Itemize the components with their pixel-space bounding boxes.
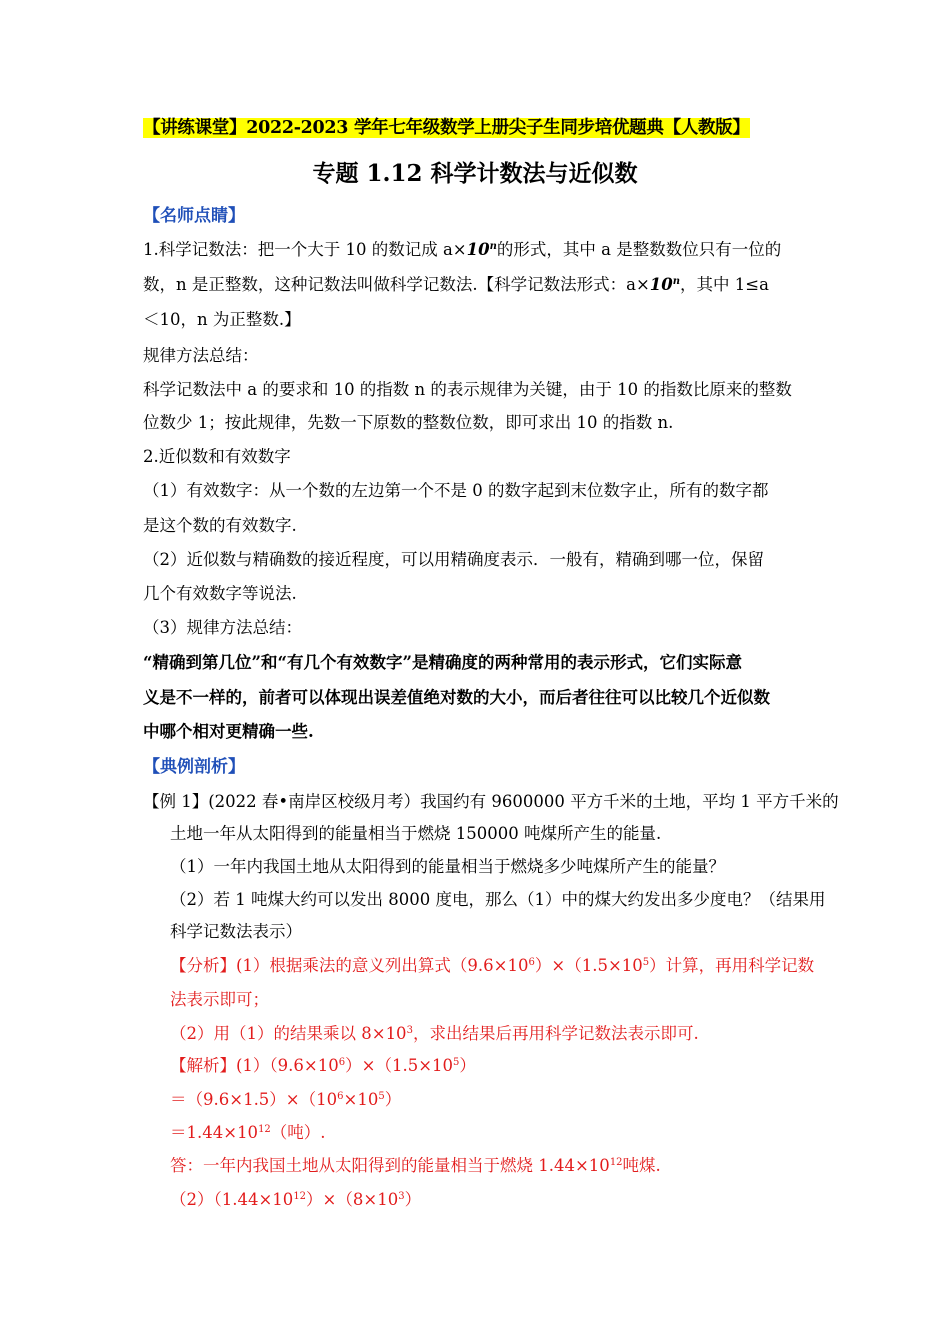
solution-line-1: 【解析】$(1)(9.6\times 10^6)\times(1.5\times 10^5)$ <box>170 1056 476 1075</box>
solution-line-5: $(2)(1.44\times 10^{12})\times(8\times 10^3)$ <box>170 1190 422 1209</box>
solution-line-3: $=1.44\times 10^{12}$（吨）. <box>170 1123 326 1142</box>
example-question-2-line-1: （2）若 1 吨煤大约可以发出 8000 度电，那么（1）中的煤大约发出多少度电？（结果用 <box>170 890 826 909</box>
tip-paragraph-3-line-1: 科学记数法中 a 的要求和 10 的指数 n 的表示规律为关键，由于 10 的指数比原来的整数 <box>143 380 792 399</box>
page-title: 专题 1.12 科学计数法与近似数 <box>312 160 638 187</box>
example-question-1: （1）一年内我国土地从太阳得到的能量相当于燃烧多少吨煤所产生的能量？ <box>170 857 725 876</box>
example-1-line-1: 【例 1】(2022 春•南岸区校级月考）我国约有 9600000 平方千米的土地，平均 1 平方千米的 <box>143 792 839 811</box>
solution-line-2: $=(9.6\times 1.5)\times(10^6\times 10^5)$ <box>170 1090 402 1109</box>
section-example-analysis: 【典例剖析】 <box>143 757 245 777</box>
tip-paragraph-6-line-2: 几个有效数字等说法. <box>143 584 297 603</box>
tip-paragraph-5-line-2: 是这个数的有效数字. <box>143 516 297 535</box>
analysis-line-3: （2）用（1）的结果乘以 $8\times 10^3$，求出结果后再用科学记数法表示即可. <box>170 1024 699 1043</box>
example-question-2-line-2: 科学记数法表示） <box>170 922 302 941</box>
tip-paragraph-6-line-1: （2）近似数与精确数的接近程度，可以用精确度表示．一般有，精确到哪一位，保留 <box>143 550 764 569</box>
tip-paragraph-8-line-2: 义是不一样的，前者可以体现出误差值绝对数的大小，而后者往往可以比较几个近似数 <box>143 688 770 707</box>
tip-paragraph-7: （3）规律方法总结： <box>143 618 302 637</box>
tip-paragraph-4: 2.近似数和有效数字 <box>143 447 291 466</box>
tip-paragraph-8-line-3: 中哪个相对更精确一些. <box>143 722 314 741</box>
solution-answer-line: 答：一年内我国土地从太阳得到的能量相当于燃烧 $1.44\times 10^{12}$吨煤. <box>170 1156 661 1175</box>
section-teacher-tips: 【名师点睛】 <box>143 206 245 226</box>
tip-paragraph-5-line-1: （1）有效数字：从一个数的左边第一个不是 0 的数字起到末位数字止，所有的数字都 <box>143 481 769 500</box>
tip-paragraph-2: 规律方法总结： <box>143 346 259 365</box>
analysis-line-2: 法表示即可； <box>170 990 269 1009</box>
tip-paragraph-3-line-2: 位数少 1；按此规律，先数一下原数的整数位数，即可求出 10 的指数 n. <box>143 413 674 432</box>
analysis-line-1: 【分析】(1）根据乘法的意义列出算式$(9.6\times 10^6)\times(1.5\times 10^5)$计算，再用科学记数 <box>170 956 815 975</box>
tip-paragraph-1-line-3: ＜10，n 为正整数.】 <box>143 310 301 329</box>
document-header <box>143 114 808 139</box>
tip-paragraph-8-line-1: “精确到第几位”和“有几个有效数字”是精确度的两种常用的表示形式，它们实际意 <box>143 653 742 672</box>
header-text: 【讲练课堂】2022-2023 学年七年级数学上册尖子生同步培优题典【人教版】 <box>143 118 750 138</box>
tip-paragraph-1-line-1: 1.科学记数法：把一个大于 10 的数记成 $a\times 10^n$的形式，其中 a 是整数数位只有一位的 <box>143 240 782 259</box>
tip-paragraph-1-line-2: 数，n 是正整数，这种记数法叫做科学记数法.【科学记数法形式：$a\times 10^n$，其中 1≤a <box>143 275 769 294</box>
example-1-line-2: 土地一年从太阳得到的能量相当于燃烧 150000 吨煤所产生的能量. <box>170 824 662 843</box>
